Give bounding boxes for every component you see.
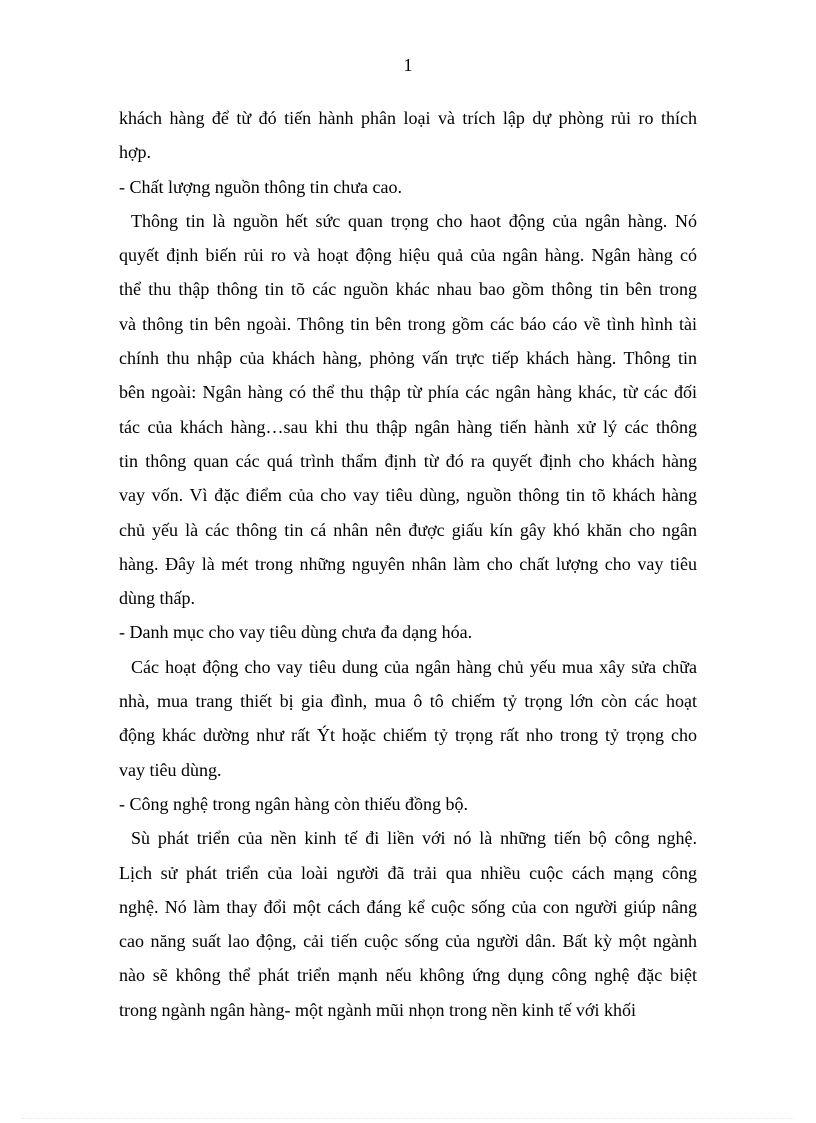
paragraph [119, 650, 697, 787]
text-line: khách hàng để từ đó tiến hành phân loại và trích lập dự phòng rủi ro thích [119, 108, 697, 128]
text-line: bên ngoài: Ngân hàng có thể thu thập từ phía các ngân hàng khác, từ các đối [119, 382, 697, 403]
text-line: chủ yếu là các thông tin cá nhân nên được giấu kín gây khó khăn cho ngân [119, 519, 697, 540]
text-line: - Danh mục cho vay tiêu dùng chưa đa dạng hóa. [119, 622, 473, 643]
text-line: nào sẽ không thể phát triển mạnh nếu không ứng dụng công nghệ đặc biệt [119, 965, 697, 986]
document-body [119, 101, 697, 1027]
paragraph [119, 204, 697, 616]
text-line: - Công nghệ trong ngân hàng còn thiếu đồng bộ. [119, 793, 468, 814]
text-line: vay tiêu dùng. [119, 759, 222, 780]
text-line: và thông tin bên ngoài. Thông tin bên trong gồm các báo cáo về tình hình tài [119, 313, 697, 334]
text-line: Thông tin là nguồn hết sức quan trọng cho haot động của ngân hàng. Nó [131, 210, 697, 231]
text-line: nghệ. Nó làm thay đổi một cách đáng kể cuộc sống của con người giúp nâng [119, 896, 697, 917]
text-line: thể thu thập thông tin tõ các nguồn khác nhau bao gồm thông tin bên trong [119, 279, 697, 300]
paragraph [119, 101, 697, 170]
section-heading [119, 615, 697, 649]
page-number: 1 [403, 55, 413, 75]
text-line: quyết định biến rủi ro và hoạt động hiệu quả của ngân hàng. Ngân hàng có [119, 245, 697, 266]
text-line: Sù phát triển của nền kinh tế đi liền với nó là những tiến bộ công nghệ. [131, 828, 697, 849]
page-edge-divider [22, 1118, 794, 1119]
text-line: cao năng suất lao động, cải tiến cuộc sống của người dân. Bất kỳ một ngành [119, 931, 697, 952]
section-heading [119, 170, 697, 204]
text-line: Các hoạt động cho vay tiêu dung của ngân hàng chủ yếu mua xây sửa chữa [131, 656, 697, 677]
text-line: - Chất lượng nguồn thông tin chưa cao. [119, 176, 402, 197]
text-line: chính thu nhập của khách hàng, phỏng vấn trực tiếp khách hàng. Thông tin [119, 348, 697, 369]
paragraph [119, 821, 697, 1027]
text-line: trong ngành ngân hàng- một ngành mũi nhọn trong nền kinh tế với khối [119, 999, 636, 1020]
text-line: hợp. [119, 142, 152, 163]
text-line: hàng. Đây là mét trong những nguyên nhân làm cho chất lượng cho vay tiêu [119, 553, 697, 574]
text-line: tin thông quan các quá trình thẩm định từ đó ra quyết định cho khách hàng [119, 450, 697, 471]
section-heading [119, 787, 697, 821]
text-line: Lịch sử phát triển của loài người đã trải qua nhiều cuộc cách mạng công [119, 862, 697, 883]
text-line: dùng thấp. [119, 588, 195, 609]
text-line: vay vốn. Vì đặc điểm của cho vay tiêu dùng, nguồn thông tin tõ khách hàng [119, 485, 697, 506]
text-line: động khác dường như rất Ýt hoặc chiếm tỷ trọng rất nho trong tỷ trọng cho [119, 725, 697, 746]
text-line: tác của khách hàng…sau khi thu thập ngân hàng tiến hành xử lý các thông [119, 416, 697, 437]
text-line: nhà, mua trang thiết bị gia đình, mua ô tô chiếm tỷ trọng lớn còn các hoạt [119, 691, 697, 712]
